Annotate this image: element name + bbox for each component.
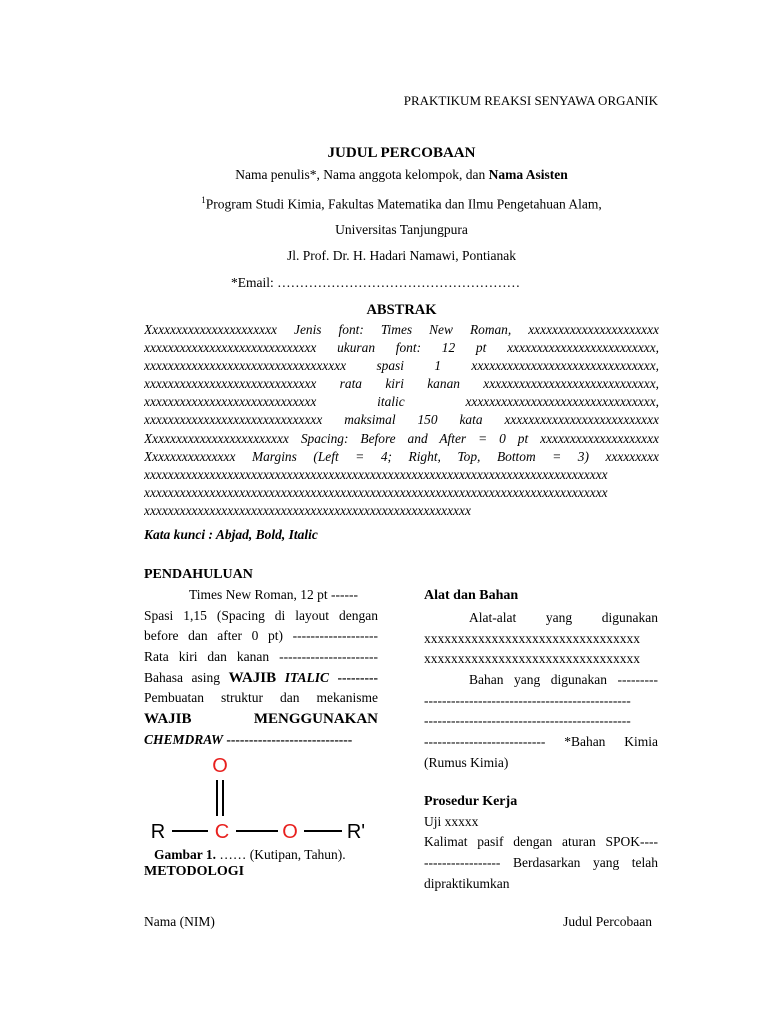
pendahuluan-line — [144, 709, 378, 730]
pendahuluan-line: Times New Roman, 12 pt ------ — [189, 587, 358, 602]
metodologi-heading: METODOLOGI — [144, 864, 245, 879]
affiliation-superscript: 1 — [201, 195, 206, 205]
abstract-line: xxxxxxxxxxxxxxxxxxxxxxxxxxxxxxxxxxxxxxxxxxxxxxxxxxxxxxx — [144, 502, 471, 518]
author-names: Nama penulis*, Nama anggota kelompok, dan — [235, 167, 489, 182]
affiliation-text-1: Program Studi Kimia, Fakultas Matematika dan Ilmu Pengetahuan Alam, — [205, 196, 602, 212]
assistant-name: Nama Asisten — [488, 167, 568, 182]
paper-title: JUDUL PERCOBAAN — [327, 145, 476, 161]
pendahuluan-line: Spasi 1,15 (Spacing di layout dengan — [144, 607, 378, 623]
pendahuluan-line: Rata kiri dan kanan ---------------------- — [144, 649, 378, 665]
alat-line: (Rumus Kimia) — [424, 754, 509, 770]
atom-r-prime: R' — [346, 821, 366, 843]
figure-label: Gambar 1. — [154, 847, 217, 862]
atom-o: O — [282, 821, 298, 843]
bahasa-asing-text: Bahasa asing — [144, 669, 229, 685]
prosedur-line: Kalimat pasif dengan aturan SPOK---- — [424, 834, 658, 850]
abstract-line: xxxxxxxxxxxxxxxxxxxxxxxxxxxxxxxxxxxxxxxxxxxxxxxxxxxxxxxxxxxxxxxxxxxxxxxxxxxxxx — [144, 466, 608, 482]
atom-c: C — [214, 821, 230, 843]
dash-text: --------- — [328, 669, 378, 685]
email-line: *Email: ……………………………………………… — [231, 275, 521, 290]
affiliation-line-2: Universitas Tanjungpura — [335, 222, 468, 237]
pendahuluan-heading: PENDAHULUAN — [144, 567, 253, 582]
alat-line: xxxxxxxxxxxxxxxxxxxxxxxxxxxxxxxx — [424, 630, 640, 646]
prosedur-heading: Prosedur Kerja — [424, 793, 518, 809]
ester-structure — [150, 752, 370, 847]
left-column — [144, 565, 378, 751]
right-column — [424, 586, 658, 894]
author-line — [144, 167, 659, 183]
wajib-text: WAJIB — [228, 669, 277, 686]
prosedur-line: dipraktikumkan — [424, 875, 510, 891]
abstract-line: xxxxxxxxxxxxxxxxxxxxxxxxxxxxx ukuran font: 12 pt xxxxxxxxxxxxxxxxxxxxxxxxx, — [144, 340, 659, 356]
abstract-line: Xxxxxxxxxxxxxxxxxxxxxxxx Spacing: Before and After = 0 pt xxxxxxxxxxxxxxxxxxxx — [144, 430, 659, 446]
abstract-line: xxxxxxxxxxxxxxxxxxxxxxxxxxxxx italic xxxxxxxxxxxxxxxxxxxxxxxxxxxxxxxx, — [144, 394, 659, 410]
figure-caption — [154, 847, 346, 863]
prosedur-line: Uji xxxxx — [424, 813, 479, 829]
atom-o-top: O — [212, 755, 228, 777]
menggunakan-text: MENGGUNAKAN — [253, 711, 378, 728]
pendahuluan-line — [144, 668, 378, 689]
pendahuluan-line: before dan after 0 pt) ------------------- — [144, 628, 378, 644]
affiliation-line-1 — [144, 195, 659, 213]
prosedur-line: ----------------- Berdasarkan yang telah — [424, 854, 658, 870]
alat-line: --------------------------- *Bahan Kimia — [424, 734, 658, 750]
running-header: PRAKTIKUM REAKSI SENYAWA ORGANIK — [403, 93, 658, 108]
footer-title: Judul Percobaan — [563, 914, 652, 929]
abstract-line: xxxxxxxxxxxxxxxxxxxxxxxxxxxxxxxxxxxxxxxxxxxxxxxxxxxxxxxxxxxxxxxxxxxxxxxxxxxxxx — [144, 484, 608, 500]
affiliation-line-3: Jl. Prof. Dr. H. Hadari Namawi, Pontianak — [286, 248, 517, 263]
alat-line: ---------------------------------------------- — [424, 692, 631, 708]
wajib-text-2: WAJIB — [144, 711, 192, 728]
figure-caption-text: …… (Kutipan, Tahun). — [216, 847, 346, 862]
abstract-line: xxxxxxxxxxxxxxxxxxxxxxxxxxxxxx maksimal 150 kata xxxxxxxxxxxxxxxxxxxxxxxxxx — [144, 412, 659, 428]
alat-line: ---------------------------------------------- — [424, 713, 631, 729]
abstract-line: Xxxxxxxxxxxxxxxxxxxxxx Jenis font: Times New Roman, xxxxxxxxxxxxxxxxxxxxxx — [144, 322, 659, 337]
abstract-heading: ABSTRAK — [366, 302, 437, 318]
pendahuluan-line — [144, 730, 378, 751]
italic-text: ITALIC — [284, 669, 329, 685]
alat-line: xxxxxxxxxxxxxxxxxxxxxxxxxxxxxxxx — [424, 651, 640, 667]
atom-r: R — [150, 821, 166, 843]
ester-structure-svg — [150, 752, 370, 847]
abstract-line: xxxxxxxxxxxxxxxxxxxxxxxxxxxxxxxxxx spasi 1 xxxxxxxxxxxxxxxxxxxxxxxxxxxxxxx, — [144, 358, 659, 374]
alat-line: Bahan yang digunakan --------- — [469, 672, 658, 688]
alat-heading: Alat dan Bahan — [424, 588, 519, 603]
pendahuluan-line: Pembuatan struktur dan mekanisme — [144, 690, 378, 706]
abstract-body — [144, 321, 659, 520]
footer-name-nim: Nama (NIM) — [144, 914, 215, 929]
abstract-line: xxxxxxxxxxxxxxxxxxxxxxxxxxxxx rata kiri kanan xxxxxxxxxxxxxxxxxxxxxxxxxxxxx, — [144, 376, 659, 392]
chemdraw-dashes: ---------------------------- — [223, 731, 353, 747]
keywords: Kata kunci : Abjad, Bold, Italic — [144, 527, 318, 542]
chemdraw-text: CHEMDRAW — [144, 731, 224, 747]
alat-line: Alat-alat yang digunakan — [469, 610, 658, 625]
abstract-line: Xxxxxxxxxxxxxxx Margins (Left = 4; Right, Top, Bottom = 3) xxxxxxxxx — [144, 448, 659, 464]
